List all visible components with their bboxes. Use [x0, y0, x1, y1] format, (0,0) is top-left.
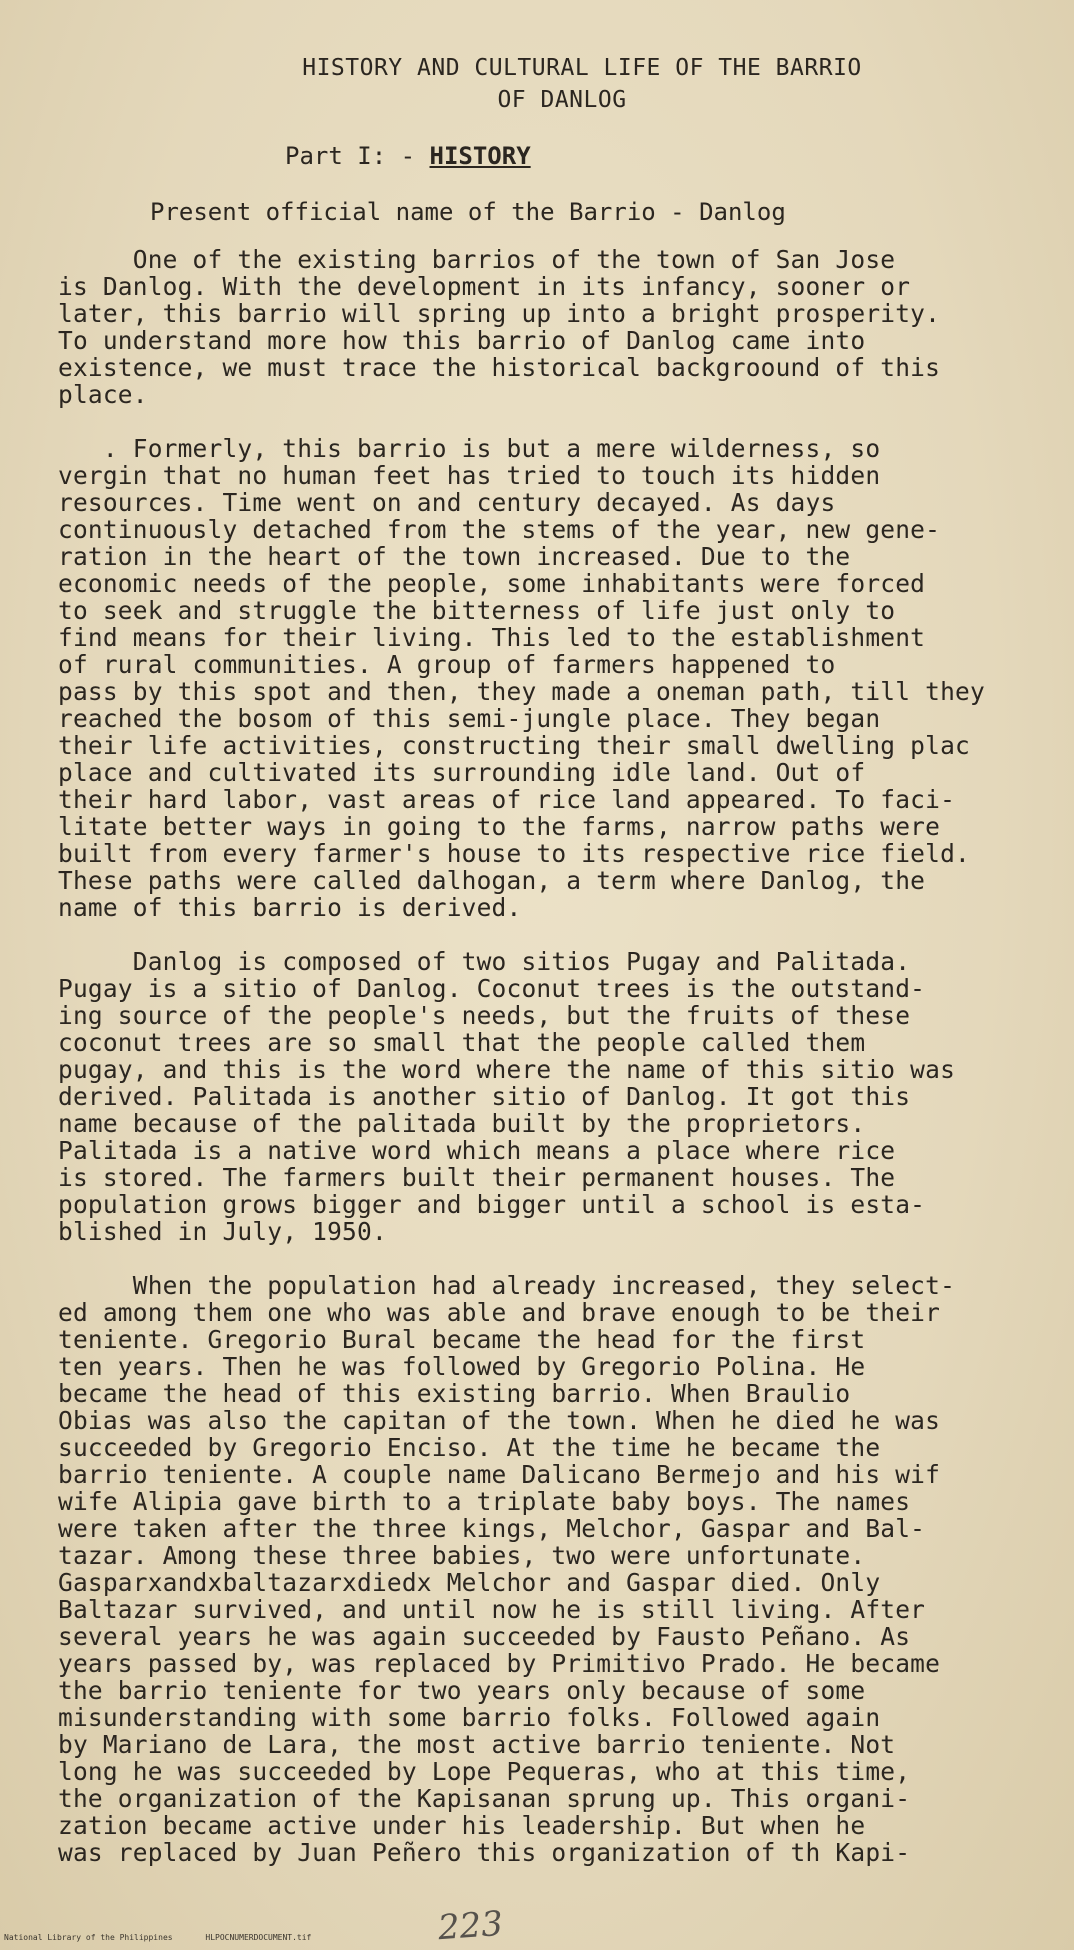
text-line: built from every farmer's house to its respective rice field.	[58, 839, 970, 868]
text-line: When the population had already increased, they select-	[58, 1271, 956, 1300]
text-line: existence, we must trace the historical backgroound of this	[58, 353, 941, 382]
text-line: blished in July, 1950.	[58, 1217, 387, 1246]
text-line: the barrio teniente for two years only because of some	[58, 1676, 866, 1705]
part-title: HISTORY	[429, 142, 531, 170]
footer-file: HLPOCNUMERDOCUMENT.tif	[205, 1933, 312, 1942]
paragraph	[58, 435, 1048, 921]
paragraph	[58, 948, 1048, 1245]
part-heading	[285, 142, 531, 170]
official-name-line: Present official name of the Barrio - Danlog	[150, 198, 786, 226]
text-line: litate better ways in going to the farms, narrow paths were	[58, 812, 941, 841]
text-line: the organization of the Kapisanan sprung up. This organi-	[58, 1784, 911, 1813]
text-line: resources. Time went on and century decayed. As days	[58, 488, 836, 517]
text-line: Baltazar survived, and until now he is still living. After	[58, 1595, 926, 1624]
text-line: was replaced by Juan Peñero this organization of th Kapi-	[58, 1838, 911, 1867]
title-line-1: HISTORY AND CULTURAL LIFE OF THE BARRIO	[302, 55, 862, 81]
text-line: ing source of the people's needs, but the fruits of these	[58, 1001, 911, 1030]
text-line: their life activities, constructing their small dwelling plac	[58, 731, 970, 760]
text-line: is Danlog. With the development in its infancy, sooner or	[58, 272, 911, 301]
text-line: population grows bigger and bigger until a school is esta-	[58, 1190, 926, 1219]
text-line: by Mariano de Lara, the most active barrio teniente. Not	[58, 1730, 896, 1759]
text-line: ration in the heart of the town increased. Due to the	[58, 542, 851, 571]
text-line: Obias was also the capitan of the town. When he died he was	[58, 1406, 941, 1435]
page-number: 223	[436, 1903, 505, 1949]
text-line: reached the bosom of this semi-jungle place. They began	[58, 704, 881, 733]
text-line: Gasparxandxbaltazarxdiedx Melchor and Gaspar died. Only	[58, 1568, 881, 1597]
text-line: coconut trees are so small that the people called them	[58, 1028, 866, 1057]
title-line-2: OF DANLOG	[497, 87, 627, 113]
text-line: vergin that no human feet has tried to touch its hidden	[58, 461, 881, 490]
text-line: economic needs of the people, some inhabitants were forced	[58, 569, 926, 598]
text-line: teniente. Gregorio Bural became the head for the first	[58, 1325, 866, 1354]
text-line: pass by this spot and then, they made a oneman path, till they	[58, 677, 985, 706]
text-line: long he was succeeded by Lope Pequeras, who at this time,	[58, 1757, 911, 1786]
document-title	[0, 52, 1074, 116]
text-line: place and cultivated its surrounding idle land. Out of	[58, 758, 866, 787]
text-line: find means for their living. This led to the establishment	[58, 623, 926, 652]
text-line: misunderstanding with some barrio folks. Followed again	[58, 1703, 881, 1732]
footer-library: National Library of the Philippines	[4, 1933, 173, 1942]
text-line: Pugay is a sitio of Danlog. Coconut trees is the outstand-	[58, 974, 926, 1003]
text-line: name of this barrio is derived.	[58, 893, 522, 922]
text-line: later, this barrio will spring up into a bright prosperity.	[58, 299, 941, 328]
text-line: several years he was again succeeded by Fausto Peñano. As	[58, 1622, 911, 1651]
document-body	[58, 246, 1048, 1893]
text-line: wife Alipia gave birth to a triplate baby boys. The names	[58, 1487, 911, 1516]
text-line: of rural communities. A group of farmers happened to	[58, 650, 836, 679]
text-line: became the head of this existing barrio. When Braulio	[58, 1379, 851, 1408]
text-line: One of the existing barrios of the town of San Jose	[58, 245, 896, 274]
text-line: pugay, and this is the word where the name of this sitio was	[58, 1055, 956, 1084]
text-line: barrio teniente. A couple name Dalicano Bermejo and his wif	[58, 1460, 941, 1489]
text-line: were taken after the three kings, Melchor, Gaspar and Bal-	[58, 1514, 926, 1543]
text-line: Danlog is composed of two sitios Pugay and Palitada.	[58, 947, 911, 976]
text-line: is stored. The farmers built their permanent houses. The	[58, 1163, 896, 1192]
text-line: tazar. Among these three babies, two were unfortunate.	[58, 1541, 866, 1570]
text-line: name because of the palitada built by the proprietors.	[58, 1109, 866, 1138]
text-line: their hard labor, vast areas of rice land appeared. To faci-	[58, 785, 956, 814]
text-line: ten years. Then he was followed by Gregorio Polina. He	[58, 1352, 866, 1381]
text-line: derived. Palitada is another sitio of Danlog. It got this	[58, 1082, 911, 1111]
text-line: zation became active under his leadership. But when he	[58, 1811, 866, 1840]
text-line: continuously detached from the stems of the year, new gene-	[58, 515, 941, 544]
part-prefix: Part I: -	[285, 142, 430, 170]
text-line: Palitada is a native word which means a place where rice	[58, 1136, 896, 1165]
text-line: place.	[58, 380, 148, 409]
text-line: years passed by, was replaced by Primitivo Prado. He became	[58, 1649, 941, 1678]
text-line: to seek and struggle the bitterness of life just only to	[58, 596, 896, 625]
text-line: These paths were called dalhogan, a term where Danlog, the	[58, 866, 926, 895]
paragraph	[58, 246, 1048, 408]
text-line: succeeded by Gregorio Enciso. At the time he became the	[58, 1433, 881, 1462]
text-line: To understand more how this barrio of Danlog came into	[58, 326, 866, 355]
paragraph	[58, 1272, 1048, 1866]
text-line: . Formerly, this barrio is but a mere wilderness, so	[58, 434, 881, 463]
scan-footer	[4, 1933, 339, 1942]
text-line: ed among them one who was able and brave enough to be their	[58, 1298, 941, 1327]
